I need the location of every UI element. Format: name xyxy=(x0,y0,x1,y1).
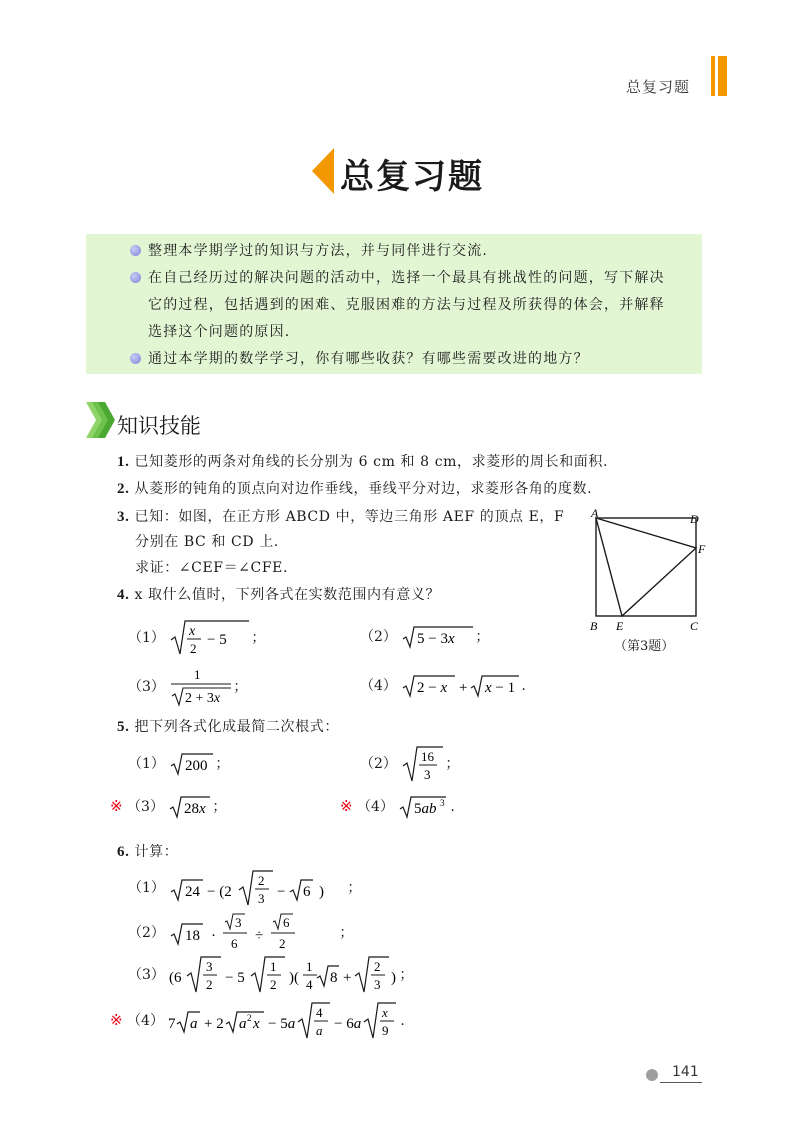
part-label: （4） xyxy=(360,678,397,694)
question-6 xyxy=(117,841,178,861)
svg-text:+ 2: + 2 xyxy=(204,1016,225,1032)
punctuation: ； xyxy=(339,925,354,941)
svg-text:): ) xyxy=(319,884,325,900)
svg-text:2: 2 xyxy=(190,641,197,656)
question-number: 6. xyxy=(117,844,130,860)
svg-text:x: x xyxy=(253,1016,261,1032)
point-label-b: B xyxy=(590,619,598,633)
q4-part-1 xyxy=(128,618,265,658)
square-triangle-figure xyxy=(586,506,716,634)
svg-text:18: 18 xyxy=(185,928,201,944)
svg-text:24: 24 xyxy=(185,884,201,900)
svg-text:x: x xyxy=(382,1005,389,1020)
q5-4-expression xyxy=(398,795,450,819)
part-label: （2） xyxy=(128,925,165,941)
point-label-d: D xyxy=(690,512,699,526)
question-3-line-2: 分别在 BC 和 CD 上. xyxy=(135,534,279,550)
svg-text:− 5: − 5 xyxy=(225,970,246,986)
svg-text:a: a xyxy=(239,1016,247,1032)
q5-part-1 xyxy=(128,752,229,776)
question-2 xyxy=(117,478,592,498)
svg-text:(6: (6 xyxy=(169,970,182,986)
q5-2-expression xyxy=(401,744,445,784)
svg-text:5ab: 5ab xyxy=(414,801,437,817)
header-accent-bar-wide xyxy=(718,56,727,96)
svg-text:÷: ÷ xyxy=(255,928,264,944)
q5-3-expression xyxy=(168,795,212,819)
part-label: （2） xyxy=(360,756,397,772)
svg-text:− (2: − (2 xyxy=(207,884,233,900)
svg-text:6: 6 xyxy=(283,915,290,930)
svg-text:− 5a: − 5a xyxy=(268,1016,296,1032)
q6-part-3 xyxy=(128,954,413,996)
punctuation: ； xyxy=(212,799,227,815)
svg-text:8: 8 xyxy=(330,970,338,986)
svg-text:4: 4 xyxy=(316,1005,323,1020)
punctuation: . xyxy=(521,678,526,694)
svg-text:9: 9 xyxy=(382,1023,389,1038)
question-text: 已知菱形的两条对角线的长分别为 6 cm 和 8 cm，求菱形的周长和面积. xyxy=(134,454,609,470)
running-header: 总复习题 xyxy=(626,78,691,96)
question-1 xyxy=(117,451,608,471)
svg-text:2: 2 xyxy=(258,873,265,888)
bullet-icon xyxy=(130,353,141,364)
point-label-f: F xyxy=(698,542,706,556)
q6-part-2 xyxy=(128,912,353,954)
page-number: 141 xyxy=(672,1064,699,1080)
svg-text:3: 3 xyxy=(206,959,213,974)
intro-bullet-1: 整理本学期学过的知识与方法，并与同伴进行交流. xyxy=(148,243,489,259)
question-number: 1. xyxy=(117,454,130,470)
intro-bullet-2-line-1: 在自己经历过的解决问题的活动中，选择一个最具有挑战性的问题，写下解决 xyxy=(148,270,665,286)
q4-part-3 xyxy=(128,666,247,708)
part-label: （1） xyxy=(128,880,165,896)
svg-text:3: 3 xyxy=(440,798,445,808)
q4-2-expression xyxy=(401,625,475,649)
part-label: （3） xyxy=(128,967,165,983)
question-4 xyxy=(117,584,440,604)
question-text: x 取什么值时，下列各式在实数范围内有意义？ xyxy=(134,587,441,603)
svg-text:·: · xyxy=(211,928,217,944)
point-label-c: C xyxy=(690,619,699,633)
svg-text:x: x xyxy=(189,624,196,639)
part-label: （1） xyxy=(128,756,165,772)
question-text: 计算： xyxy=(134,844,179,860)
question-3 xyxy=(117,506,564,526)
svg-text:200: 200 xyxy=(185,758,208,774)
page-number-dot-icon xyxy=(646,1069,658,1081)
page-title: 总复习题 xyxy=(340,157,484,197)
svg-text:2 − x: 2 − x xyxy=(417,680,448,696)
svg-text:1: 1 xyxy=(194,667,201,682)
q5-part-3 xyxy=(110,795,226,819)
punctuation: ； xyxy=(233,679,248,695)
svg-text:28x: 28x xyxy=(184,801,207,817)
point-label-a: A xyxy=(591,506,599,520)
q6-4-expression xyxy=(168,1000,400,1042)
svg-text:4: 4 xyxy=(306,977,313,992)
question-number: 3. xyxy=(117,509,130,525)
q6-part-1 xyxy=(128,868,361,908)
svg-text:5 − 3x: 5 − 3x xyxy=(417,631,456,647)
part-label: （4） xyxy=(127,1013,164,1029)
intro-bullet-3: 通过本学期的数学学习，你有哪些收获？有哪些需要改进的地方？ xyxy=(148,351,589,367)
difficulty-star-icon: ※ xyxy=(110,1011,123,1029)
svg-text:−: − xyxy=(277,884,286,900)
question-number: 5. xyxy=(117,719,130,735)
q6-part-4 xyxy=(110,1000,405,1042)
intro-bullet-2-line-3: 选择这个问题的原因. xyxy=(148,324,291,340)
q4-1-expression xyxy=(169,618,251,658)
question-number: 4. xyxy=(117,587,130,603)
svg-text:2: 2 xyxy=(374,959,381,974)
part-label: （1） xyxy=(128,630,165,646)
part-label: （3） xyxy=(128,679,165,695)
svg-text:2 + 3x: 2 + 3x xyxy=(185,691,221,706)
svg-text:+: + xyxy=(343,970,352,986)
punctuation: ； xyxy=(215,756,230,772)
bullet-icon xyxy=(130,245,141,256)
punctuation: . xyxy=(450,799,455,815)
triangle-aef xyxy=(596,518,696,616)
q4-part-4 xyxy=(360,674,526,698)
svg-text:6: 6 xyxy=(303,884,311,900)
svg-text:16: 16 xyxy=(421,749,435,764)
bullet-icon xyxy=(130,272,141,283)
svg-text:1: 1 xyxy=(270,959,277,974)
difficulty-star-icon: ※ xyxy=(110,797,123,815)
section-title: 知识技能 xyxy=(117,414,201,438)
section-chevron-icon xyxy=(86,402,116,438)
punctuation: ； xyxy=(399,967,414,983)
svg-text:− 5: − 5 xyxy=(207,632,228,648)
q5-part-4 xyxy=(340,795,455,819)
q6-2-expression xyxy=(169,912,339,954)
header-accent-bar xyxy=(711,56,715,96)
part-label: （4） xyxy=(357,799,394,815)
point-label-e: E xyxy=(616,619,624,633)
question-3-proof: 求证：∠CEF＝∠CFE. xyxy=(135,560,289,576)
q6-1-expression xyxy=(169,868,347,908)
svg-text:a: a xyxy=(316,1023,323,1038)
svg-text:2: 2 xyxy=(206,977,213,992)
svg-text:− 6a: − 6a xyxy=(334,1016,362,1032)
page-number-rule xyxy=(660,1082,702,1083)
svg-text:3: 3 xyxy=(374,977,381,992)
svg-text:3: 3 xyxy=(424,767,431,782)
title-arrow-icon xyxy=(312,148,334,194)
question-text: 已知：如图，在正方形 ABCD 中，等边三角形 AEF 的顶点 E，F xyxy=(134,509,565,525)
punctuation: ； xyxy=(445,756,460,772)
svg-text:3: 3 xyxy=(235,915,242,930)
question-text: 把下列各式化成最简二次根式： xyxy=(134,719,339,735)
punctuation: ； xyxy=(251,630,266,646)
q4-part-2 xyxy=(360,625,489,649)
svg-text:a: a xyxy=(190,1016,198,1032)
q4-4-expression xyxy=(401,674,521,698)
svg-text:2: 2 xyxy=(247,1013,252,1023)
intro-box xyxy=(86,234,702,374)
question-5 xyxy=(117,716,339,736)
q5-part-2 xyxy=(360,744,459,784)
q5-1-expression xyxy=(169,752,215,776)
figure-caption: （第3题） xyxy=(614,639,675,654)
svg-text:7: 7 xyxy=(168,1016,176,1032)
q6-3-expression xyxy=(169,954,399,996)
svg-text:+: + xyxy=(459,680,468,696)
part-label: （3） xyxy=(127,799,164,815)
difficulty-star-icon: ※ xyxy=(340,797,353,815)
svg-text:1: 1 xyxy=(306,959,313,974)
svg-text:2: 2 xyxy=(279,936,286,951)
question-text: 从菱形的钝角的顶点向对边作垂线，垂线平分对边，求菱形各角的度数. xyxy=(134,481,593,497)
intro-bullet-2-line-2: 它的过程，包括遇到的困难、克服困难的方法与过程及所获得的体会，并解释 xyxy=(148,297,665,313)
punctuation: ； xyxy=(347,880,362,896)
svg-text:3: 3 xyxy=(258,891,265,906)
punctuation: . xyxy=(400,1013,405,1029)
svg-text:6: 6 xyxy=(231,936,238,951)
svg-text:): ) xyxy=(391,970,397,986)
q4-3-expression xyxy=(169,666,233,708)
svg-text:)(: )( xyxy=(289,970,300,986)
svg-text:2: 2 xyxy=(270,977,277,992)
question-number: 2. xyxy=(117,481,130,497)
punctuation: ； xyxy=(475,629,490,645)
svg-text:x − 1: x − 1 xyxy=(485,680,516,696)
part-label: （2） xyxy=(360,629,397,645)
